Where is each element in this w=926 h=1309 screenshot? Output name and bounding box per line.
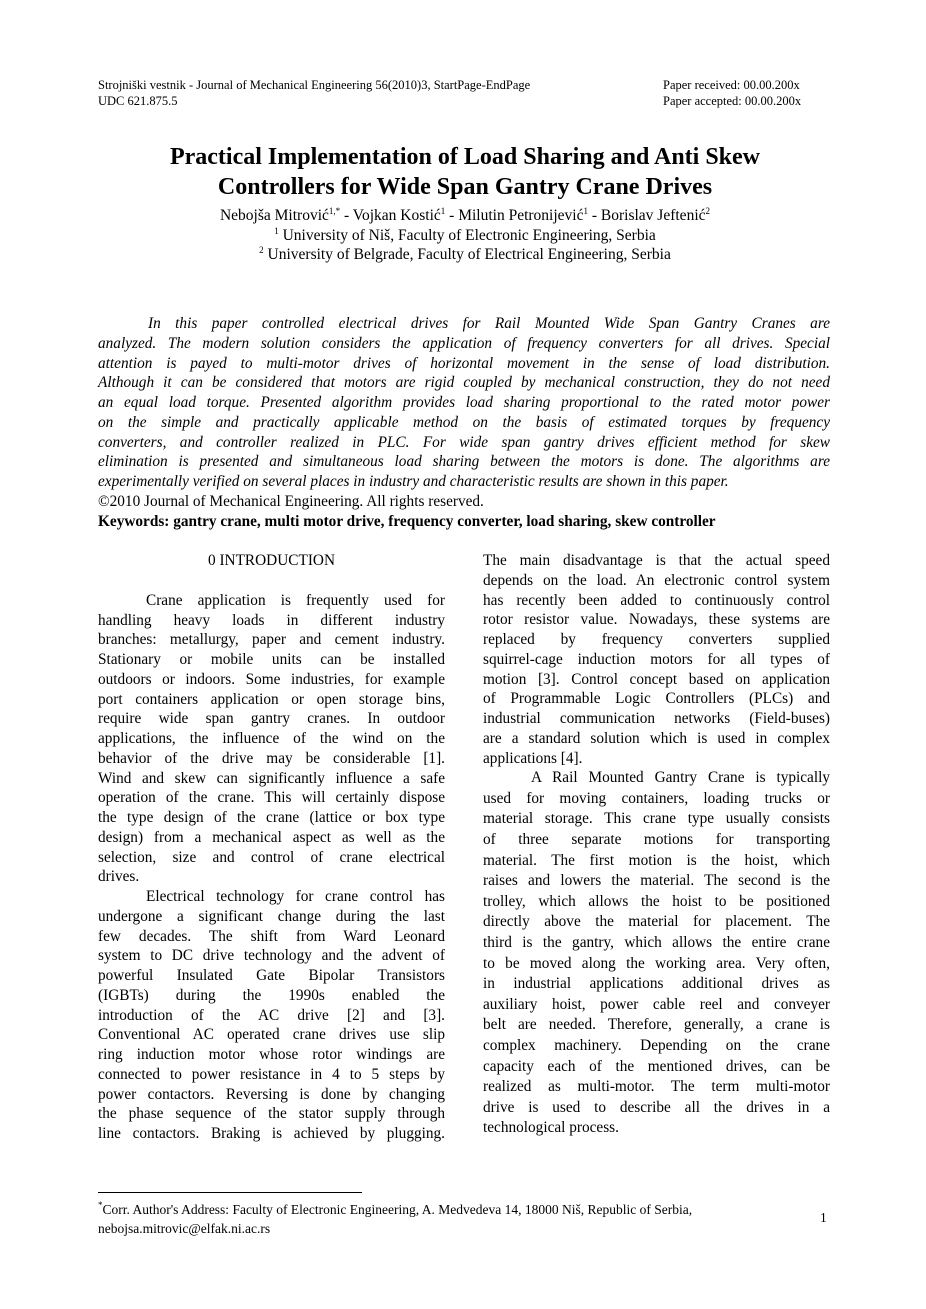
text-line: operation of the crane. This will certainly dispose [98, 789, 445, 807]
text-line: auxiliary hoist, power cable reel and conveyer [483, 995, 830, 1013]
text-line: rotor resistor value. Nowadays, these systems are [483, 611, 830, 629]
author-separator: - [587, 207, 601, 224]
title-line: Controllers for Wide Span Gantry Crane Drives [217, 174, 713, 200]
affiliation-mark: 1 [274, 225, 279, 236]
text-line: an equal load torque. Presented algorithm provides load sharing proportional to the rated motor power [98, 394, 830, 411]
text-line: elimination is presented and simultaneous load sharing between the motors is done. The algorithms are [98, 453, 830, 471]
author-affiliation-mark: 1 [440, 206, 446, 216]
paragraph [98, 591, 445, 887]
affiliation-mark: 2 [259, 245, 264, 255]
text-line: trolley, which allows the hoist to be positioned [483, 892, 830, 910]
text-line: the phase sequence of the stator supply through [98, 1105, 445, 1123]
author-name: Borislav Jeftenić [600, 207, 706, 224]
paragraph [98, 887, 445, 1144]
text-line: applications, the influence of the wind on the [98, 730, 445, 747]
text-line: third is the gantry, which allows the entire crane [483, 934, 830, 951]
copyright: ©2010 Journal of Mechanical Engineering. All rights reserved. [98, 492, 484, 510]
text-line: Conventional AC operated crane drives use slip [98, 1026, 445, 1044]
text-line: on the simple and practically applicable method on the basis of estimated torques by frequency [98, 413, 830, 431]
text-line: ring induction motor whose rotor windings are [98, 1046, 445, 1063]
text-line: few decades. The shift from Ward Leonard [98, 927, 445, 945]
abstract [98, 314, 830, 531]
text-line: of Programmable Logic Controllers (PLCs) and [483, 690, 830, 708]
footnote-line: nebojsa.mitrovic@elfak.ni.ac.rs [98, 1221, 271, 1236]
text-line: industrial communication networks (Field-buses) [483, 710, 830, 727]
text-line: handling heavy loads in different industry [98, 611, 445, 629]
affiliation [60, 245, 870, 265]
author-affiliation-mark: 1,* [328, 206, 341, 216]
text-line: drives. [98, 868, 140, 886]
text-line: squirrel-cage induction motors for all types of [483, 650, 830, 668]
text-line: technological process. [483, 1119, 619, 1137]
left-column [98, 551, 445, 1144]
affiliation-text: University of Niš, Faculty of Electronic Engineering, Serbia [278, 226, 656, 244]
title-line: Practical Implementation of Load Sharing and Anti Skew [169, 144, 761, 170]
text-line: powerful Insulated Gate Bipolar Transistors [98, 967, 445, 984]
text-line: to be moved along the working area. Very often, [483, 954, 830, 972]
text-line: outdoors or indoors. Some industries, for example [98, 670, 445, 688]
page-number: 1 [820, 1210, 827, 1225]
footnote [98, 1200, 798, 1238]
footnote-divider [98, 1192, 362, 1193]
text-line: design) from a mechanical aspect as well as the [98, 828, 445, 846]
text-line: belt are needed. Therefore, generally, a crane is [483, 1016, 830, 1034]
text-line: depends on the load. An electronic control system [483, 571, 830, 589]
paper-received: Paper received: 00.00.200x [663, 78, 800, 92]
footnote-mark: * [98, 1200, 103, 1210]
text-line: in industrial applications additional drives as [483, 975, 830, 993]
text-line: converters, and controller realized in PLC. For wide span gantry drives efficient method for skew [98, 433, 830, 451]
text-line: A Rail Mounted Gantry Crane is typically [531, 769, 830, 787]
text-line: replaced by frequency converters supplied [483, 631, 830, 648]
text-line: are a standard solution which is used in complex [483, 729, 830, 747]
authors-block [60, 206, 870, 265]
text-line: introduction of the AC drive [2] and [3]. [98, 1006, 445, 1024]
text-line: complex machinery. Depending on the crane [483, 1036, 830, 1054]
journal-citation: Strojniški vestnik - Journal of Mechanical Engineering 56(2010)3, StartPage-EndPage [98, 78, 531, 92]
text-line: require wide span gantry cranes. In outdoor [98, 710, 445, 728]
abstract-text [98, 314, 830, 492]
paragraph [483, 768, 830, 1139]
text-line: power contactors. Reversing is done by changing [98, 1085, 445, 1103]
text-line: material. The first motion is the hoist, which [483, 851, 830, 869]
author-separator: - [445, 207, 459, 224]
text-line: raises and lowers the material. The second is the [483, 872, 830, 890]
text-line: behavior of the drive may be considerable [1]. [98, 749, 445, 767]
text-line: material storage. This crane type usually consists [483, 810, 830, 828]
text-line: system to DC drive technology and the advent of [98, 947, 445, 965]
text-line: In this paper controlled electrical drives for Rail Mounted Wide Span Gantry Cranes are [148, 315, 830, 332]
text-line: Stationary or mobile units can be installed [98, 651, 445, 668]
author-name: Milutin Petronijević [458, 207, 584, 224]
affiliation-text: University of Belgrade, Faculty of Electrical Engineering, Serbia [263, 246, 671, 263]
author-list [60, 206, 870, 226]
text-line: line contactors. Braking is achieved by plugging. [98, 1125, 445, 1142]
paragraph [483, 551, 830, 768]
text-line: port containers application or open storage bins, [98, 690, 445, 708]
keywords: Keywords: gantry crane, multi motor drive, frequency converter, load sharing, skew controller [98, 512, 716, 530]
text-line: of three separate motions for transporting [483, 831, 830, 849]
text-line: analyzed. The modern solution considers the application of frequency converters for all drives. Special [98, 334, 830, 352]
journal-header [98, 77, 530, 109]
text-line: the type design of the crane (lattice or box type [98, 809, 445, 826]
text-line: Electrical technology for crane control has [146, 888, 445, 905]
author-name: Nebojša Mitrović [219, 207, 329, 224]
text-line: applications [4]. [483, 749, 583, 767]
text-line: undergone a significant change during the last [98, 907, 445, 925]
text-line: The main disadvantage is that the actual speed [483, 552, 830, 569]
footnote-line [98, 1200, 798, 1219]
text-line: attention is payed to multi-motor drives of horizontal movement in the sense of load distribution. [98, 354, 830, 372]
text-line: branches: metallurgy, paper and cement industry. [98, 631, 445, 649]
affiliation [60, 226, 870, 246]
text-line: used for moving containers, loading trucks or [483, 789, 830, 807]
paper-accepted: Paper accepted: 00.00.200x [663, 94, 802, 108]
text-line: experimentally verified on several places in industry and characteristic results are shown in this paper. [98, 473, 729, 490]
author-name: Vojkan Kostić [352, 207, 441, 224]
text-line: capacity each of the mentioned drives, can be [483, 1057, 830, 1075]
footnote-text: Corr. Author's Address: Faculty of Electronic Engineering, A. Medvedeva 14, 18000 Niš, Republic of Serbia, [102, 1202, 693, 1217]
text-line: drive is used to describe all the drives in a [483, 1098, 830, 1116]
section-heading: 0 INTRODUCTION [207, 552, 336, 569]
author-affiliation-mark: 1 [583, 206, 588, 216]
author-affiliation-mark: 2 [705, 206, 711, 216]
right-column [483, 551, 830, 1139]
text-line: Although it can be considered that motors are rigid coupled by mechanical construction, they do not need [98, 374, 830, 392]
text-line: connected to power resistance in 4 to 5 steps by [98, 1065, 445, 1083]
text-line: selection, size and control of crane electrical [98, 848, 445, 866]
paper-dates [663, 77, 801, 109]
text-line: realized as multi-motor. The term multi-motor [483, 1078, 830, 1096]
text-line: Wind and skew can significantly influence a safe [98, 769, 445, 787]
text-line: (IGBTs) during the 1990s enabled the [98, 986, 445, 1004]
text-line: Crane application is frequently used for [146, 591, 445, 609]
text-line: has recently been added to continuously control [483, 591, 830, 609]
author-separator: - [340, 207, 353, 224]
paper-title [60, 142, 870, 202]
udc-code: UDC 621.875.5 [98, 94, 178, 108]
text-line: motion [3]. Control concept based on application [483, 670, 830, 688]
text-line: directly above the material for placement. The [483, 913, 830, 931]
